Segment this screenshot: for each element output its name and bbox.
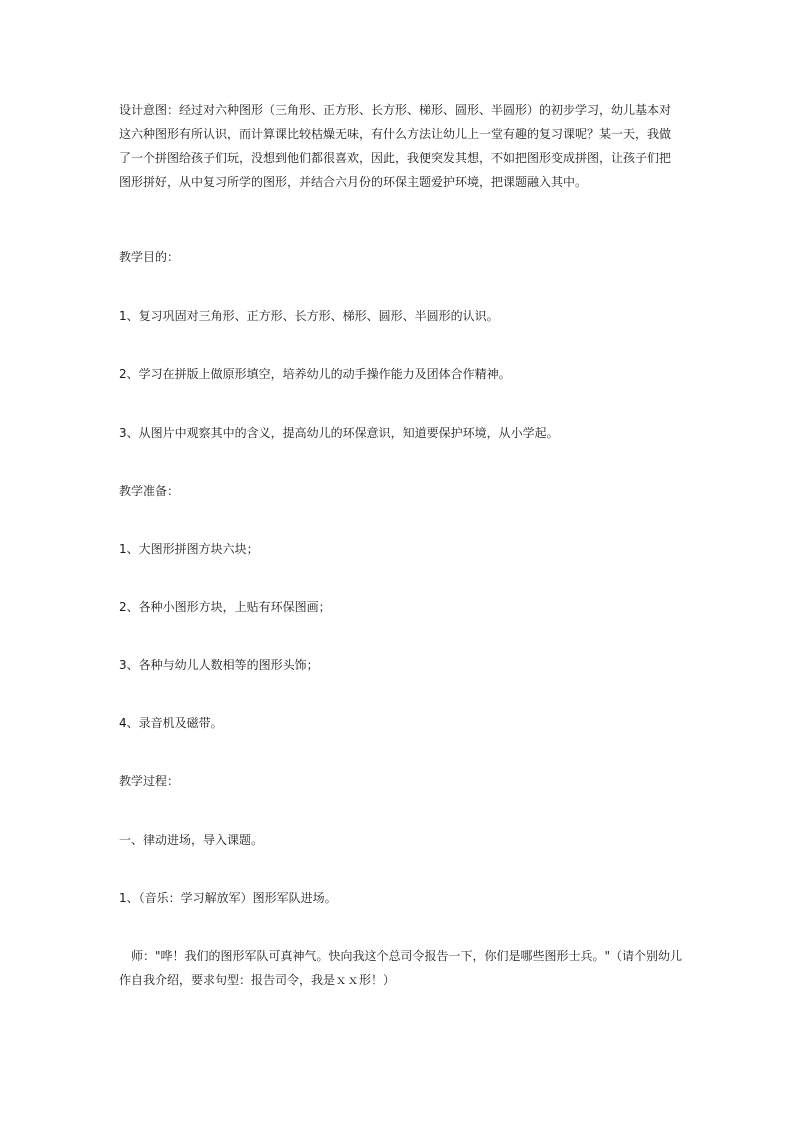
prep-item-4: 4、录音机及磁带。 [119, 716, 223, 730]
goal-item-1: 1、复习巩固对三角形、正方形、长方形、梯形、圆形、半圆形的认识。 [119, 309, 499, 323]
prep-item-3: 3、各种与幼儿人数相等的图形头饰； [119, 658, 319, 672]
paragraph-line: 了一个拼图给孩子们玩，没想到他们都很喜欢，因此，我便突发其想，不如把图形变成拼图，让孩子们把 [119, 151, 672, 165]
goal-item-3: 3、从图片中观察其中的含义，提高幼儿的环保意识，知道要保护环境，从小学起。 [119, 426, 559, 440]
paragraph-line: 图形拼好，从中复习所学的图形，并结合六月份的环保主题爱护环境，把课题融入其中。 [119, 175, 588, 189]
prep-item-2: 2、各种小图形方块，上贴有环保图画； [119, 600, 331, 614]
goal-item-2: 2、学习在拼版上做原形填空，培养幼儿的动手操作能力及团体合作精神。 [119, 367, 511, 381]
design-intent-paragraph [119, 98, 681, 194]
paragraph-line: 设计意图：经过对六种图形（三角形、正方形、长方形、梯形、圆形、半圆形）的初步学习，幼儿基本对 [119, 103, 672, 117]
teacher-dialog-paragraph [119, 944, 681, 992]
process-step-1: 1、（音乐：学习解放军）图形军队进场。 [119, 891, 337, 905]
paragraph-line: 作自我介绍，要求句型：报告司令，我是ｘｘ形！） [119, 973, 396, 987]
goals-heading: 教学目的： [119, 250, 180, 264]
prep-heading: 教学准备： [119, 484, 180, 498]
paragraph-line: 这六种图形有所认识，而计算课比较枯燥无味，有什么方法让幼儿上一堂有趣的复习课呢？某一天，我做 [119, 127, 672, 141]
process-section-1: 一、律动进场，导入课题。 [119, 833, 264, 847]
paragraph-line: 师："哗！我们的图形军队可真神气。快向我这个总司令报告一下，你们是哪些图形士兵。"（请个别幼儿 [119, 949, 683, 963]
process-heading: 教学过程： [119, 774, 180, 788]
prep-item-1: 1、大图形拼图方块六块； [119, 542, 259, 556]
